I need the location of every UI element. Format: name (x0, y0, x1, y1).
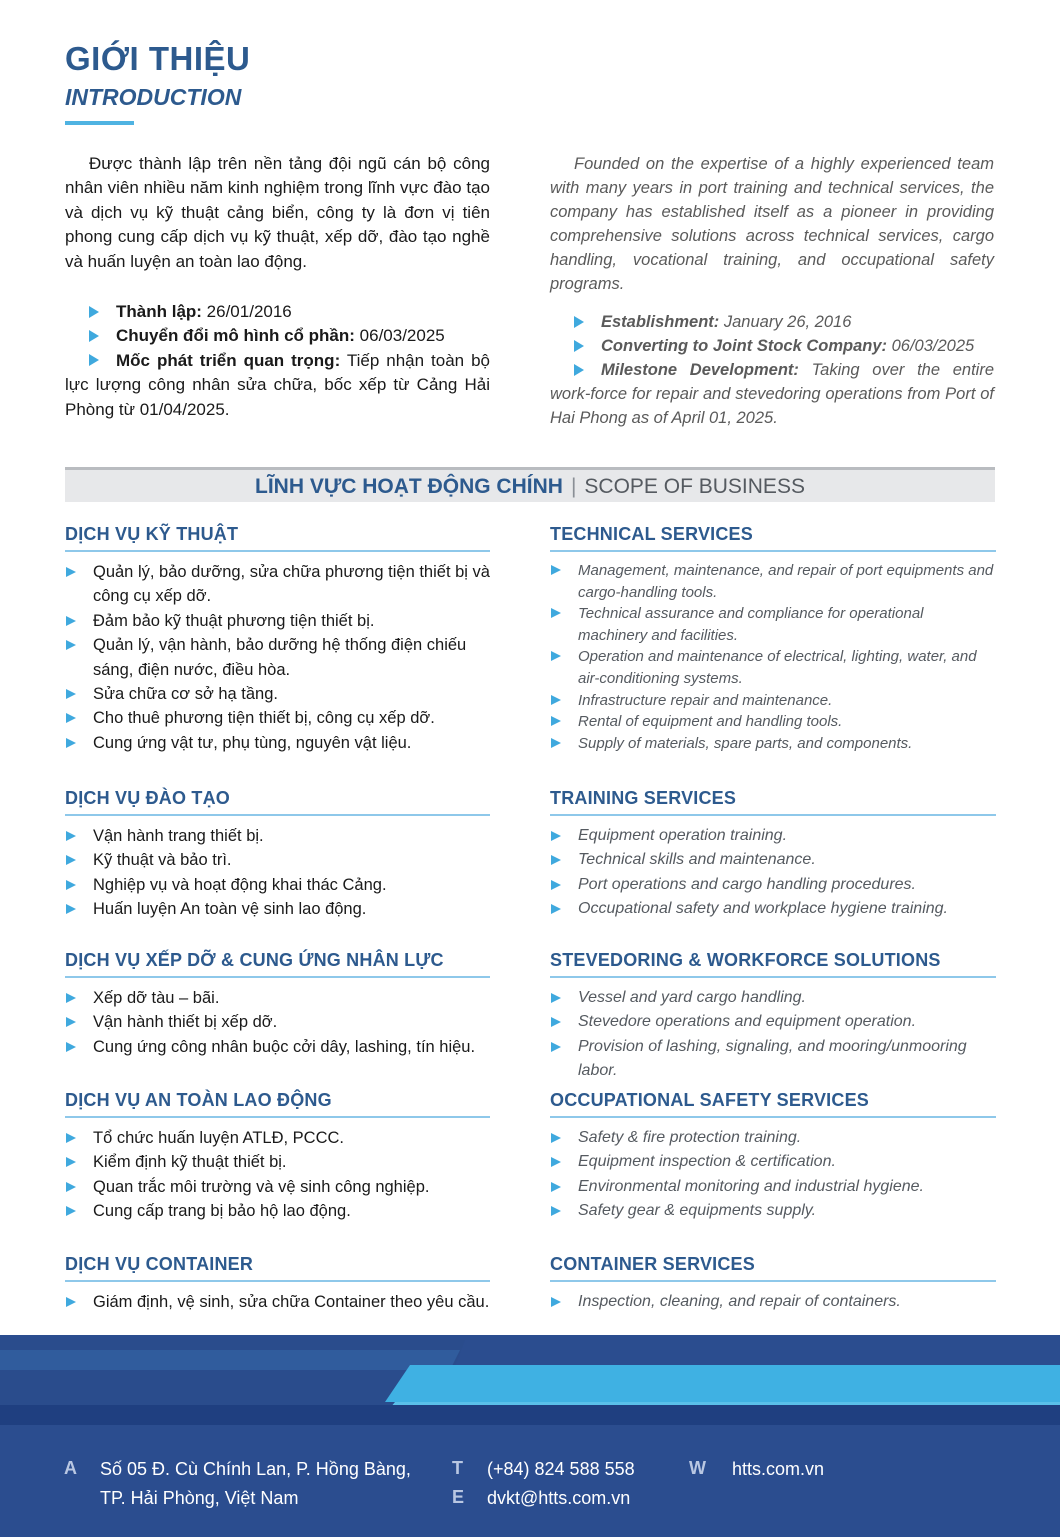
service-item: Giám định, vệ sinh, sửa chữa Container theo yêu cầu. (65, 1290, 490, 1314)
service-item: Port operations and cargo handling procedures. (550, 873, 996, 897)
facts-list-en (550, 310, 994, 430)
service-item: Operation and maintenance of electrical, lighting, water, and air-conditioning systems. (550, 646, 996, 689)
website-link[interactable]: htts.com.vn (732, 1459, 825, 1479)
service-item: Supply of materials, spare parts, and components. (550, 733, 996, 755)
fact-item (65, 300, 490, 324)
safety-services-en (550, 1090, 996, 1224)
email-label: E (452, 1487, 465, 1507)
fact-value: 26/01/2016 (201, 302, 292, 322)
scope-banner (65, 467, 995, 502)
scope-title-en: SCOPE OF BUSINESS (584, 475, 805, 498)
fact-value: 06/03/2025 (354, 326, 445, 346)
stripe-highlight (0, 1350, 460, 1370)
fact-value: January 26, 2016 (719, 313, 852, 331)
intro-paragraph-en: Founded on the expertise of a highly experienced team with many years in port training and technical services, the company has established itself as a pioneer in providing comprehensive solutions across technical services, cargo handling, vocational training, and occupational safety programs. (550, 155, 994, 293)
service-item: Quan trắc môi trường và vệ sinh công nghiệp. (65, 1175, 490, 1199)
service-item: Cung ứng vật tư, phụ tùng, nguyên vật liệu. (65, 731, 490, 755)
section-heading: STEVEDORING & WORKFORCE SOLUTIONS (550, 950, 996, 978)
title-underline (65, 121, 134, 125)
service-item: Management, maintenance, and repair of port equipments and cargo-handling tools. (550, 560, 996, 603)
fact-item (65, 349, 490, 422)
triangle-bullet-icon (574, 364, 584, 376)
address-block (100, 1455, 411, 1513)
fact-value: 06/03/2025 (887, 337, 975, 355)
fact-item (550, 334, 994, 358)
service-item: Quản lý, vận hành, bảo dưỡng hệ thống điện chiếu sáng, điện nước, điều hòa. (65, 633, 490, 682)
address-line: Số 05 Đ. Cù Chính Lan, P. Hồng Bàng, (100, 1459, 411, 1479)
service-item: Sửa chữa cơ sở hạ tầng. (65, 682, 490, 706)
service-item: Kiểm định kỹ thuật thiết bị. (65, 1150, 490, 1174)
triangle-bullet-icon (89, 354, 99, 366)
service-item: Inspection, cleaning, and repair of containers. (550, 1290, 996, 1314)
service-item: Equipment inspection & certification. (550, 1150, 996, 1174)
section-heading: CONTAINER SERVICES (550, 1254, 996, 1282)
fact-label: Mốc phát triển quan trọng: (116, 350, 341, 370)
section-heading: DỊCH VỤ XẾP DỠ & CUNG ỨNG NHÂN LỰC (65, 950, 490, 978)
section-heading: DỊCH VỤ KỸ THUẬT (65, 524, 490, 552)
fact-item (550, 310, 994, 334)
service-list (550, 986, 996, 1084)
address-label: A (64, 1458, 77, 1478)
service-list (550, 1290, 996, 1314)
contact-block (487, 1455, 635, 1513)
phone-number[interactable]: (+84) 824 588 558 (487, 1459, 635, 1479)
stripe-navy-band (0, 1405, 1060, 1425)
training-services-vi (65, 788, 490, 922)
service-item: Technical skills and maintenance. (550, 848, 996, 872)
web-block (732, 1455, 824, 1484)
page-subtitle: INTRODUCTION (65, 84, 242, 110)
section-heading: TRAINING SERVICES (550, 788, 996, 816)
fact-item (550, 358, 994, 430)
triangle-bullet-icon (89, 330, 99, 342)
section-heading: DỊCH VỤ AN TOÀN LAO ĐỘNG (65, 1090, 490, 1118)
section-heading: OCCUPATIONAL SAFETY SERVICES (550, 1090, 996, 1118)
service-item: Rental of equipment and handling tools. (550, 711, 996, 733)
service-item: Occupational safety and workplace hygiene training. (550, 897, 996, 921)
triangle-bullet-icon (574, 316, 584, 328)
service-item: Infrastructure repair and maintenance. (550, 690, 996, 712)
page-title: GIỚI THIỆU (65, 40, 251, 77)
intro-paragraph-vi: Được thành lập trên nền tảng đội ngũ cán bộ công nhân viên nhiều năm kinh nghiệm trong lĩnh vực đào tạo và dịch vụ kỹ thuật cảng biển, công ty là đơn vị tiên phong cung cấp dịch vụ kỹ thuật, xếp dỡ, đào tạo nghề và huấn luyện an toàn lao động. (65, 154, 490, 271)
phone-label: T (452, 1458, 463, 1478)
service-item: Environmental monitoring and industrial hygiene. (550, 1175, 996, 1199)
service-list (65, 560, 490, 755)
container-services-vi (65, 1254, 490, 1314)
service-item: Safety & fire protection training. (550, 1126, 996, 1150)
stevedoring-services-vi (65, 950, 490, 1059)
service-item: Quản lý, bảo dưỡng, sửa chữa phương tiện thiết bị và công cụ xếp dỡ. (65, 560, 490, 609)
technical-services-vi (65, 524, 490, 755)
fact-label: Establishment: (601, 313, 720, 331)
stripe-cyan-band (385, 1365, 1060, 1402)
service-item: Nghiệp vụ và hoạt động khai thác Cảng. (65, 873, 490, 897)
service-item: Xếp dỡ tàu – bãi. (65, 986, 490, 1010)
web-label: W (689, 1458, 706, 1478)
email-address[interactable]: dvkt@htts.com.vn (487, 1488, 631, 1508)
intro-english (550, 152, 994, 430)
service-item: Kỹ thuật và bảo trì. (65, 848, 490, 872)
fact-item (65, 324, 490, 348)
fact-label: Milestone Development: (601, 361, 799, 379)
service-list (550, 560, 996, 754)
fact-value: Tiếp nhận toàn bộ lực lượng công nhân sửa chữa, bốc xếp từ Cảng Hải Phòng từ 01/04/2025. (65, 350, 490, 419)
fact-label: Chuyển đổi mô hình cổ phần: (116, 326, 355, 346)
service-list (65, 1126, 490, 1224)
triangle-bullet-icon (89, 306, 99, 318)
stevedoring-services-en (550, 950, 996, 1084)
service-list (550, 824, 996, 922)
facts-list-vi (65, 300, 490, 422)
service-list (65, 1290, 490, 1314)
section-heading: DỊCH VỤ ĐÀO TẠO (65, 788, 490, 816)
service-list (65, 986, 490, 1059)
service-item: Huấn luyện An toàn vệ sinh lao động. (65, 897, 490, 921)
container-services-en (550, 1254, 996, 1314)
service-item: Stevedore operations and equipment operation. (550, 1010, 996, 1034)
fact-label: Converting to Joint Stock Company: (601, 337, 888, 355)
scope-separator: | (570, 475, 577, 498)
service-item: Safety gear & equipments supply. (550, 1199, 996, 1223)
intro-vietnamese (65, 152, 490, 422)
training-services-en (550, 788, 996, 922)
service-list (65, 824, 490, 922)
safety-services-vi (65, 1090, 490, 1224)
service-item: Technical assurance and compliance for operational machinery and facilities. (550, 603, 996, 646)
service-item: Cung cấp trang bị bảo hộ lao động. (65, 1199, 490, 1223)
scope-title-vi: LĨNH VỰC HOẠT ĐỘNG CHÍNH (255, 475, 563, 498)
triangle-bullet-icon (574, 340, 584, 352)
service-item: Vận hành trang thiết bị. (65, 824, 490, 848)
fact-label: Thành lập: (116, 302, 202, 322)
section-heading: DỊCH VỤ CONTAINER (65, 1254, 490, 1282)
service-list (550, 1126, 996, 1224)
service-item: Equipment operation training. (550, 824, 996, 848)
service-item: Cung ứng công nhân buộc cởi dây, lashing, tín hiệu. (65, 1035, 490, 1059)
section-heading: TECHNICAL SERVICES (550, 524, 996, 552)
address-line: TP. Hải Phòng, Việt Nam (100, 1488, 299, 1508)
service-item: Vận hành thiết bị xếp dỡ. (65, 1010, 490, 1034)
service-item: Đảm bảo kỹ thuật phương tiện thiết bị. (65, 609, 490, 633)
service-item: Vessel and yard cargo handling. (550, 986, 996, 1010)
fact-value: Taking over the entire work-force for repair and stevedoring operations from Port of Hai Phong as of April 01, 2025. (550, 361, 994, 427)
technical-services-en (550, 524, 996, 754)
service-item: Cho thuê phương tiện thiết bị, công cụ xếp dỡ. (65, 706, 490, 730)
service-item: Tổ chức huấn luyện ATLĐ, PCCC. (65, 1126, 490, 1150)
service-item: Provision of lashing, signaling, and mooring/unmooring labor. (550, 1035, 996, 1084)
